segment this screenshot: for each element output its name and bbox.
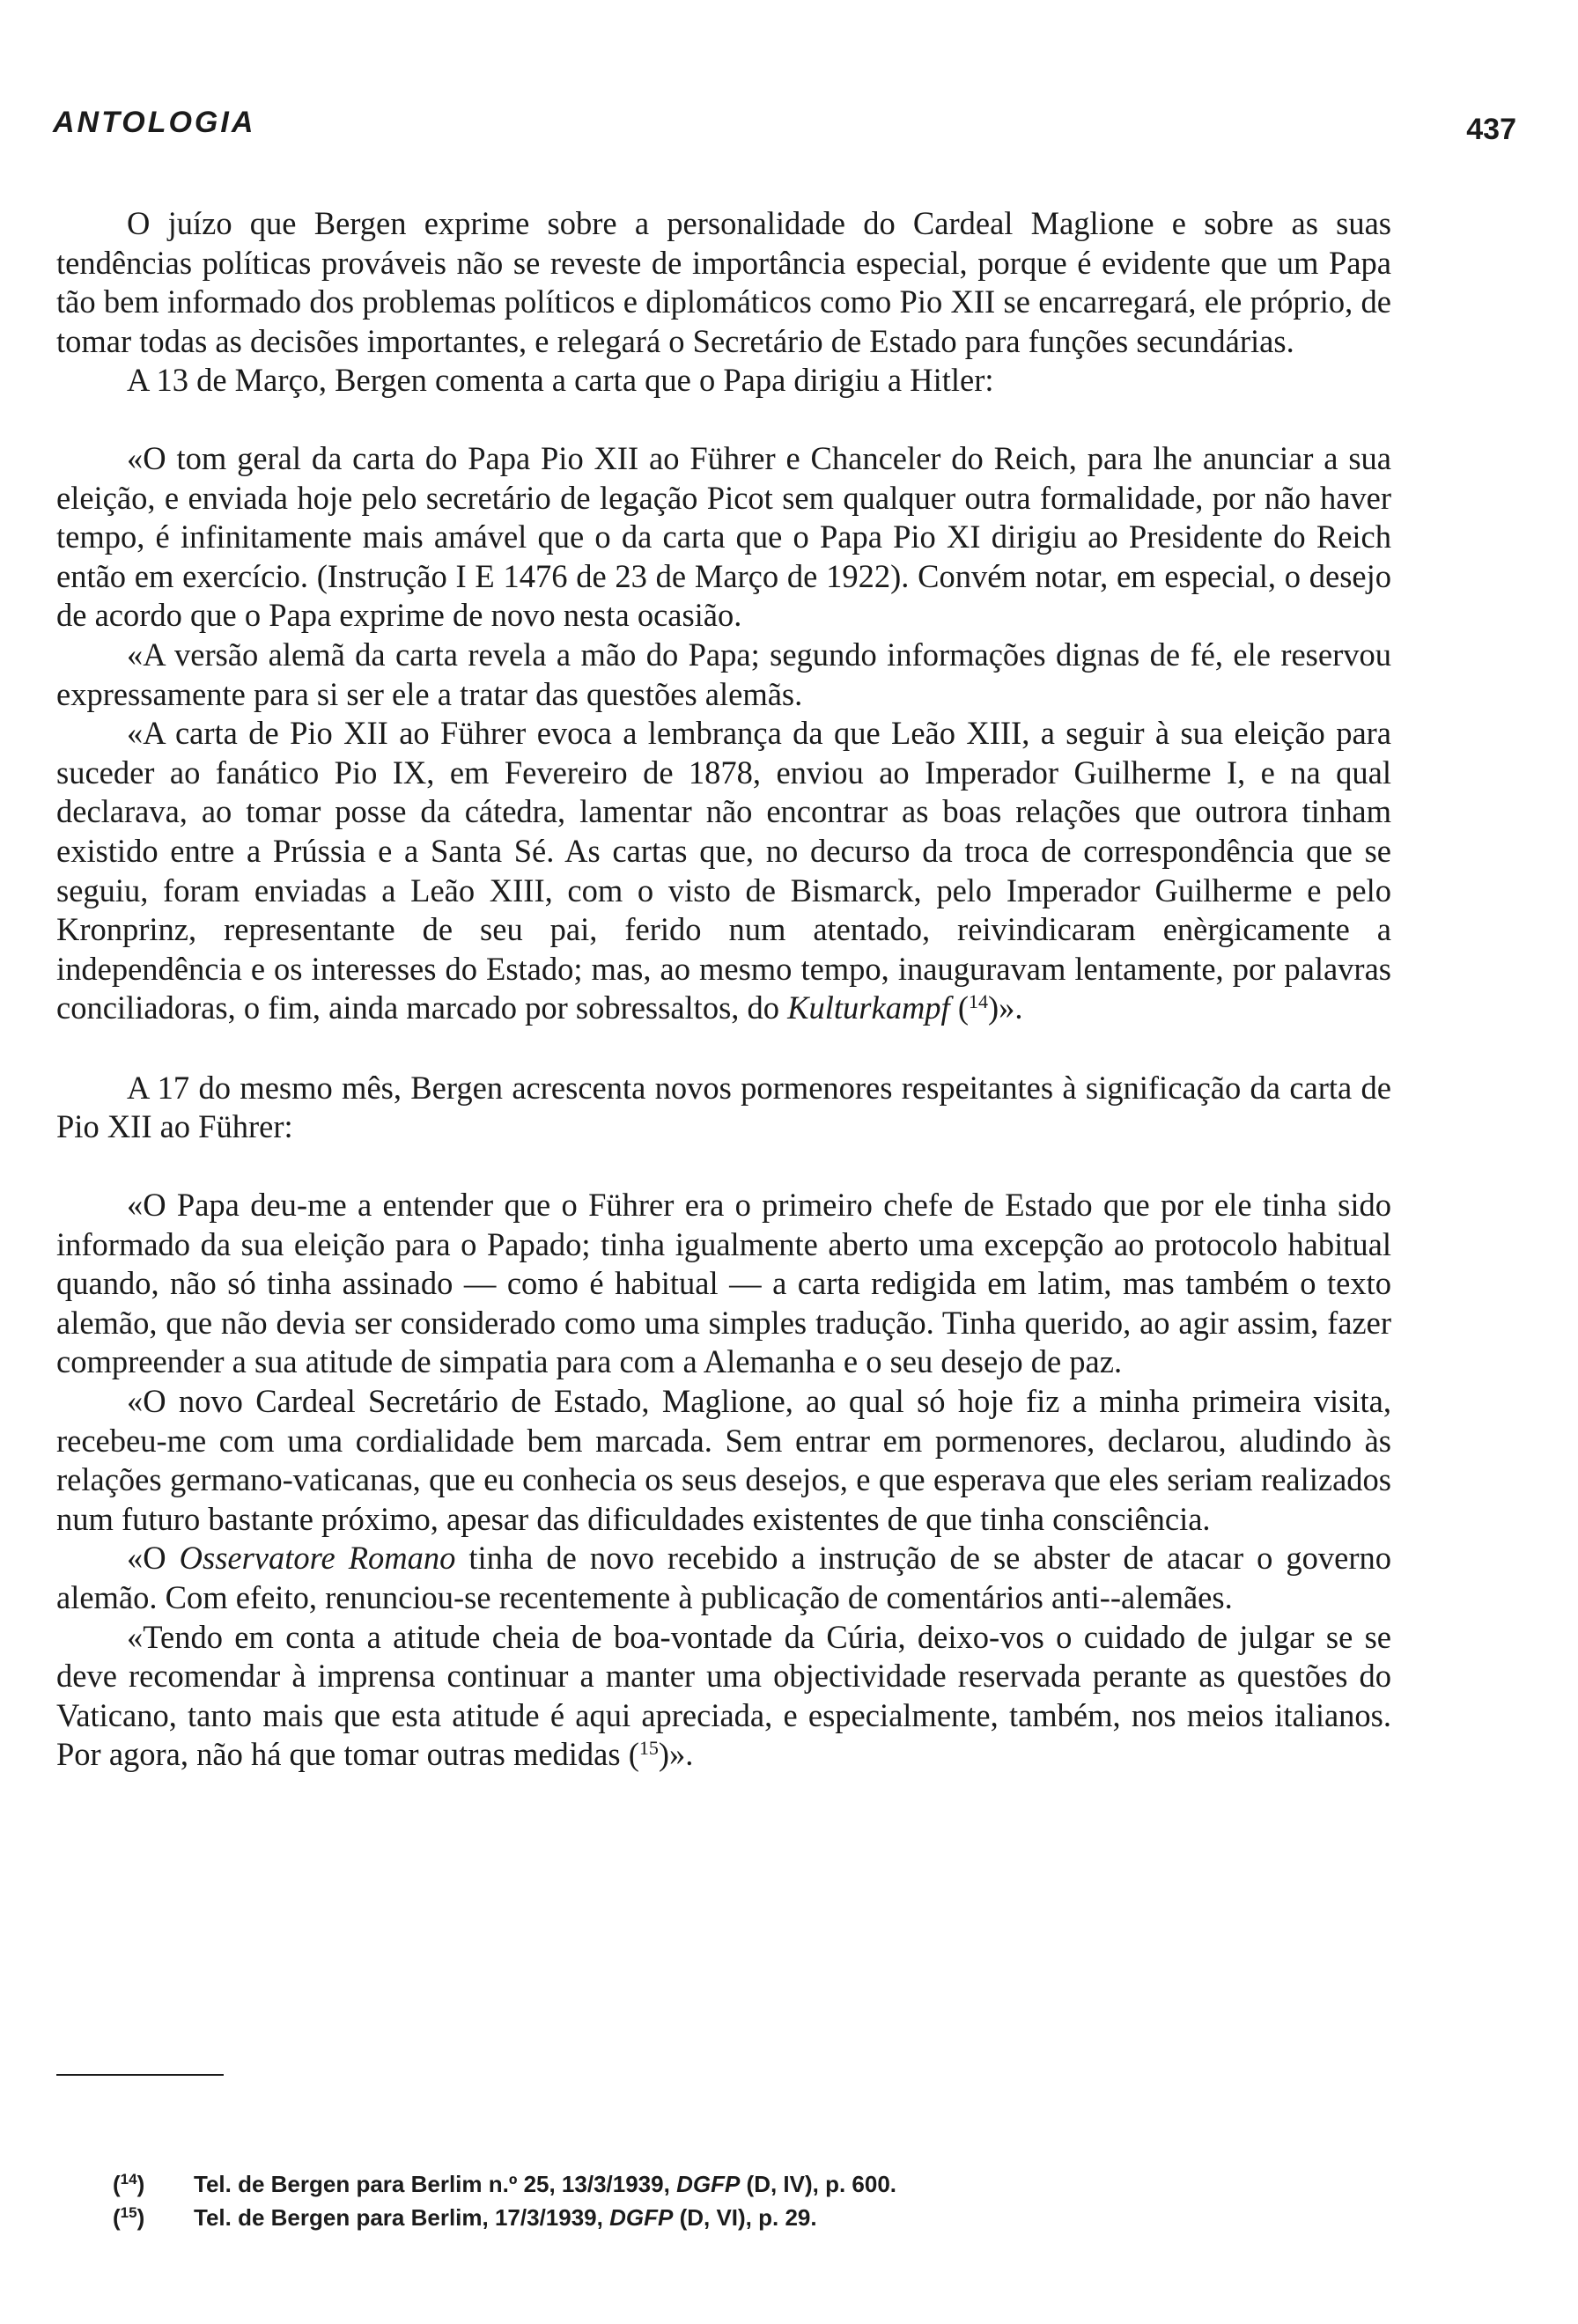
quote-curia-attitude (56, 1618, 1391, 1775)
running-head (53, 106, 1516, 150)
footnotes (113, 2167, 896, 2234)
quote-maglione-visit: «O novo Cardeal Secretário de Estado, Maglione, ao qual só hoje fiz a minha primeira visita, recebeu-me com uma cordialidade bem marcada. Sem entrar em pormenores, declarou, aludindo às relações germano-vaticanas, que eu conhecia os seus desejos, e que esperava que eles seriam realizados num futuro bastante próximo, apesar das dificuldades existentes de que tinha consciência. (56, 1383, 1391, 1537)
footnote-source: DGFP (609, 2204, 674, 2231)
footnote-15 (113, 2201, 896, 2234)
paragraph-march-13-intro: A 13 de Março, Bergen comenta a carta que o Papa dirigiu a Hitler: (127, 362, 994, 399)
page-number: 437 (1466, 113, 1516, 146)
quote-osservatore-romano (56, 1539, 1391, 1617)
note-paren-open: ( (949, 989, 969, 1026)
footnote-reference: (D, IV), p. 600. (746, 2171, 897, 2197)
footnote-ref-15: 15 (638, 1737, 659, 1760)
footnote-marker: ($^{14}$) (113, 2171, 145, 2197)
quote-pope-hint: «O Papa deu-me a entender que o Führer era o primeiro chefe de Estado que por ele tinha sido informado da sua eleição para o Papado; tinha igualmente aberto uma excepção ao protocolo habitual quando, não só tinha assinado — como é habitual — a carta redigida em latim, mas também o texto alemão, que não devia ser considerado como uma simples tradução. Tinha querido, ao agir assim, fazer compreender a sua atitude de simpatia para com a Alemanha e o seu desejo de paz. (56, 1187, 1391, 1380)
body-text (56, 204, 1391, 1775)
footnote-divider (56, 2074, 224, 2076)
footnote-source: DGFP (676, 2171, 741, 2197)
footnote-reference: (D, VI), p. 29. (679, 2204, 817, 2231)
footnote-ref-14: 14 (968, 990, 988, 1013)
osservatore-romano-title: Osservatore Romano (179, 1540, 456, 1577)
quote-osservatore-text: tinha de novo recebido a instrução de se abster de atacar o governo alemão. Com efeito, renunciou-se recentemente à publicação de comentários anti--alemães. (56, 1540, 1391, 1615)
paragraph-march-17-intro: A 17 do mesmo mês, Bergen acrescenta novos pormenores respeitantes à significação da carta de Pio XII ao Führer: (56, 1069, 1391, 1145)
footnote-text: Tel. de Bergen para Berlim, 17/3/1939, (194, 2204, 603, 2231)
quote-leo-xiii-comparison (56, 714, 1391, 1028)
footnote-14 (113, 2167, 896, 2201)
running-title: ANTOLOGIA (53, 106, 256, 139)
quote-osservatore-open: «O (127, 1540, 166, 1577)
footnote-marker: ($^{15}$) (113, 2204, 145, 2231)
quote-german-version: «A versão alemã da carta revela a mão do Papa; segundo informações dignas de fé, ele reservou expressamente para si ser ele a tratar das questões alemãs. (56, 636, 1391, 712)
quote-curia-text: «Tendo em conta a atitude cheia de boa-vontade da Cúria, deixo-vos o cuidado de julgar se se deve recomendar à imprensa continuar a manter uma objectividade reservada perante as questões do Vaticano, tanto mais que esta atitude é aqui apreciada, e especialmente, também, nos meios italianos. Por agora, não há que tomar outras medidas (56, 1618, 1391, 1773)
footnote-text: Tel. de Bergen para Berlim n.º 25, 13/3/1939, (194, 2171, 670, 2197)
quote-tone-of-letter: «O tom geral da carta do Papa Pio XII ao Führer e Chanceler do Reich, para lhe anunciar a sua eleição, e enviada hoje pelo secretário de legação Picot sem qualquer outra formalidade, por não haver tempo, é infinitamente mais amável que o da carta que o Papa Pio XI dirigiu ao Presidente do Reich então em exercício. (Instrução I E 1476 de 23 de Março de 1922). Convém notar, em especial, o desejo de acordo que o Papa exprime de novo nesta ocasião. (56, 439, 1391, 634)
kulturkampf-term: Kulturkampf (787, 989, 950, 1026)
note-paren-close: )». (658, 1736, 694, 1773)
note-paren-close: )». (987, 989, 1023, 1026)
quote-leo-xiii-text: «A carta de Pio XII ao Führer evoca a lembrança da que Leão XIII, a seguir à sua eleição para suceder ao fanático Pio IX, em Fevereiro de 1878, enviou ao Imperador Guilherme I, e na qual declarava, ao tomar posse da cátedra, lamentar não encontrar as boas relações que outrora tinham existido entre a Prússia e a Santa Sé. As cartas que, no decurso da troca de correspondência que se seguiu, foram enviadas a Leão XIII, com o visto de Bismarck, pelo Imperador Guilherme e pelo Kronprinz, representante de seu pai, ferido num atentado, reivindicaram enèrgicamente a independência e os interesses do Estado; mas, ao mesmo tempo, inauguravam lentamente, por palavras conciliadoras, o fim, ainda marcado por sobressaltos, do (56, 715, 1391, 1026)
paragraph-maglione-judgement: O juízo que Bergen exprime sobre a personalidade do Cardeal Maglione e sobre as suas tendências políticas prováveis não se reveste de importância especial, porque é evidente que um Papa tão bem informado dos problemas políticos e diplomáticos como Pio XII se encarregará, ele próprio, de tomar todas as decisões importantes, e relegará o Secretário de Estado para funções secundárias. (56, 205, 1391, 359)
note-paren-open: ( (620, 1736, 639, 1773)
